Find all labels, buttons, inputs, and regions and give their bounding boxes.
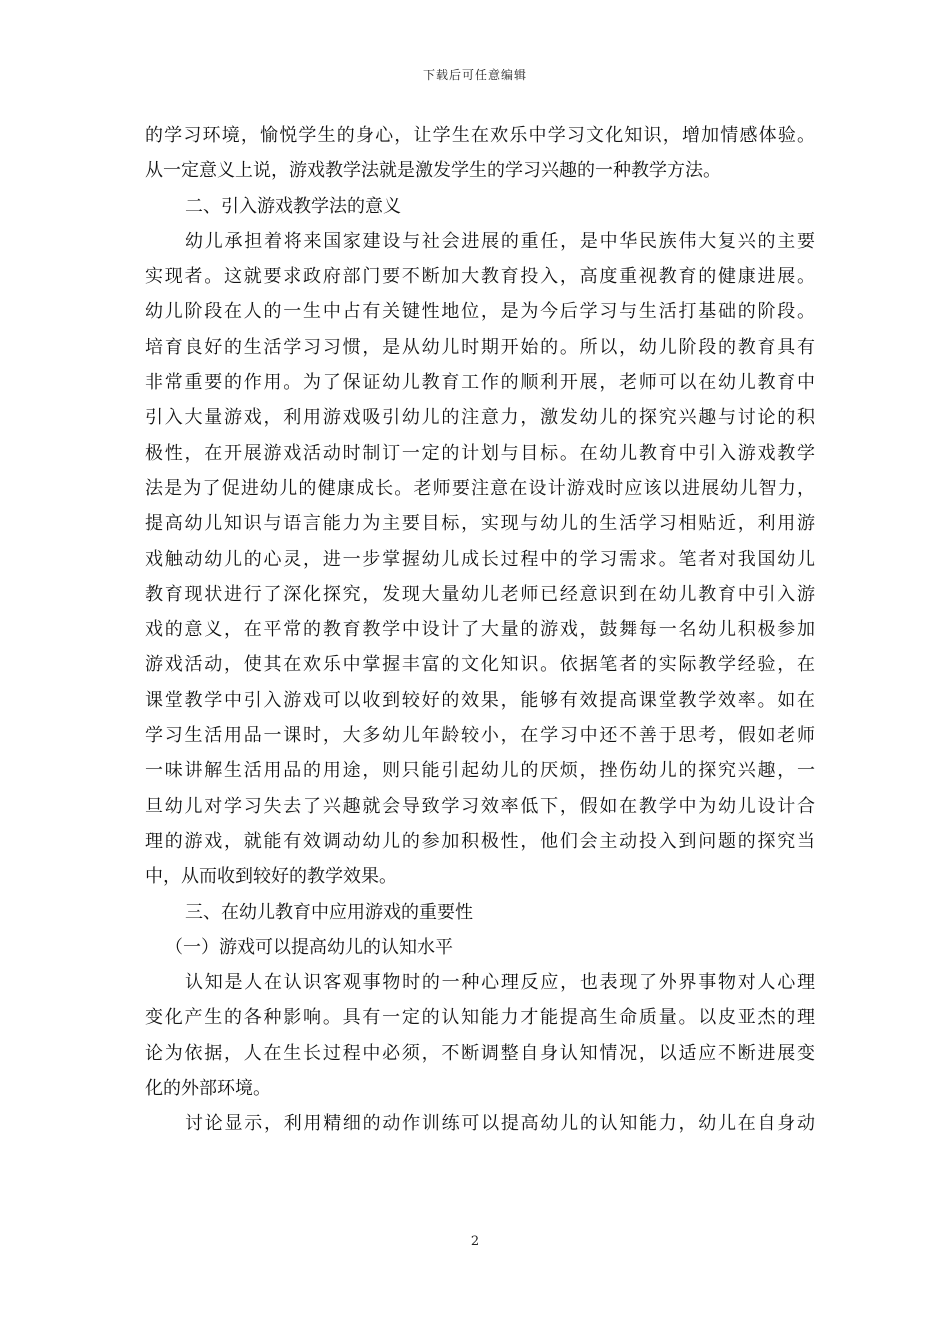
body-line: 学习生活用品一课时，大多幼儿年龄较小，在学习中还不善于思考，假如老师 bbox=[145, 725, 815, 747]
body-line: 游戏活动，使其在欢乐中掌握丰富的文化知识。依据笔者的实际教学经验，在 bbox=[145, 654, 815, 676]
body-line: 幼儿承担着将来国家建设与社会进展的重任，是中华民族伟大复兴的主要 bbox=[185, 230, 815, 252]
body-line: 理的游戏，就能有效调动幼儿的参加积极性，他们会主动投入到问题的探究当 bbox=[145, 830, 815, 852]
section-heading: 二、引入游戏教学法的意义 bbox=[185, 195, 401, 217]
body-line: 提高幼儿知识与语言能力为主要目标，实现与幼儿的生活学习相贴近，利用游 bbox=[145, 513, 815, 535]
body-line: 极性，在开展游戏活动时制订一定的计划与目标。在幼儿教育中引入游戏教学 bbox=[145, 442, 815, 464]
document-body bbox=[145, 118, 815, 1142]
body-line: 课堂教学中引入游戏可以收到较好的效果，能够有效提高课堂教学效率。如在 bbox=[145, 689, 815, 711]
body-line: 引入大量游戏，利用游戏吸引幼儿的注意力，激发幼儿的探究兴趣与讨论的积 bbox=[145, 407, 815, 429]
body-line: 实现者。这就要求政府部门要不断加大教育投入，高度重视教育的健康进展。 bbox=[145, 266, 815, 288]
body-line: 培育良好的生活学习习惯，是从幼儿时期开始的。所以，幼儿阶段的教育具有 bbox=[145, 336, 815, 358]
body-line: 从一定意义上说，游戏教学法就是激发学生的学习兴趣的一种教学方法。 bbox=[145, 160, 721, 182]
page-number: 2 bbox=[470, 1234, 480, 1249]
body-line: 幼儿阶段在人的一生中占有关键性地位，是为今后学习与生活打基础的阶段。 bbox=[145, 301, 815, 323]
body-line: 讨论显示，利用精细的动作训练可以提高幼儿的认知能力，幼儿在自身动 bbox=[185, 1113, 815, 1135]
subsection-heading: （一）游戏可以提高幼儿的认知水平 bbox=[165, 936, 453, 958]
body-line: 变化产生的各种影响。具有一定的认知能力才能提高生命质量。以皮亚杰的理 bbox=[145, 1007, 815, 1029]
body-line: 旦幼儿对学习失去了兴趣就会导致学习效率低下，假如在教学中为幼儿设计合 bbox=[145, 795, 815, 817]
body-line: 的学习环境，愉悦学生的身心，让学生在欢乐中学习文化知识，增加情感体验。 bbox=[145, 125, 815, 146]
body-line: 非常重要的作用。为了保证幼儿教育工作的顺利开展，老师可以在幼儿教育中 bbox=[145, 372, 815, 394]
body-line: 戏的意义，在平常的教育教学中设计了大量的游戏，鼓舞每一名幼儿积极参加 bbox=[145, 619, 815, 641]
body-line: 戏触动幼儿的心灵，进一步掌握幼儿成长过程中的学习需求。笔者对我国幼儿 bbox=[145, 548, 815, 570]
body-line: 一味讲解生活用品的用途，则只能引起幼儿的厌烦，挫伤幼儿的探究兴趣，一 bbox=[145, 760, 815, 782]
body-line: 教育现状进行了深化探究，发现大量幼儿老师已经意识到在幼儿教育中引入游 bbox=[145, 583, 815, 605]
section-heading: 三、在幼儿教育中应用游戏的重要性 bbox=[185, 901, 473, 923]
page-header: 下载后可任意编辑 bbox=[422, 68, 527, 82]
body-line: 法是为了促进幼儿的健康成长。老师要注意在设计游戏时应该以进展幼儿智力， bbox=[145, 477, 815, 499]
body-line: 认知是人在认识客观事物时的一种心理反应，也表现了外界事物对人心理 bbox=[185, 972, 815, 994]
body-line: 中，从而收到较好的教学效果。 bbox=[145, 866, 397, 888]
body-line: 化的外部环境。 bbox=[145, 1078, 271, 1100]
body-line: 论为依据，人在生长过程中必须，不断调整自身认知情况，以适应不断进展变 bbox=[145, 1042, 815, 1064]
